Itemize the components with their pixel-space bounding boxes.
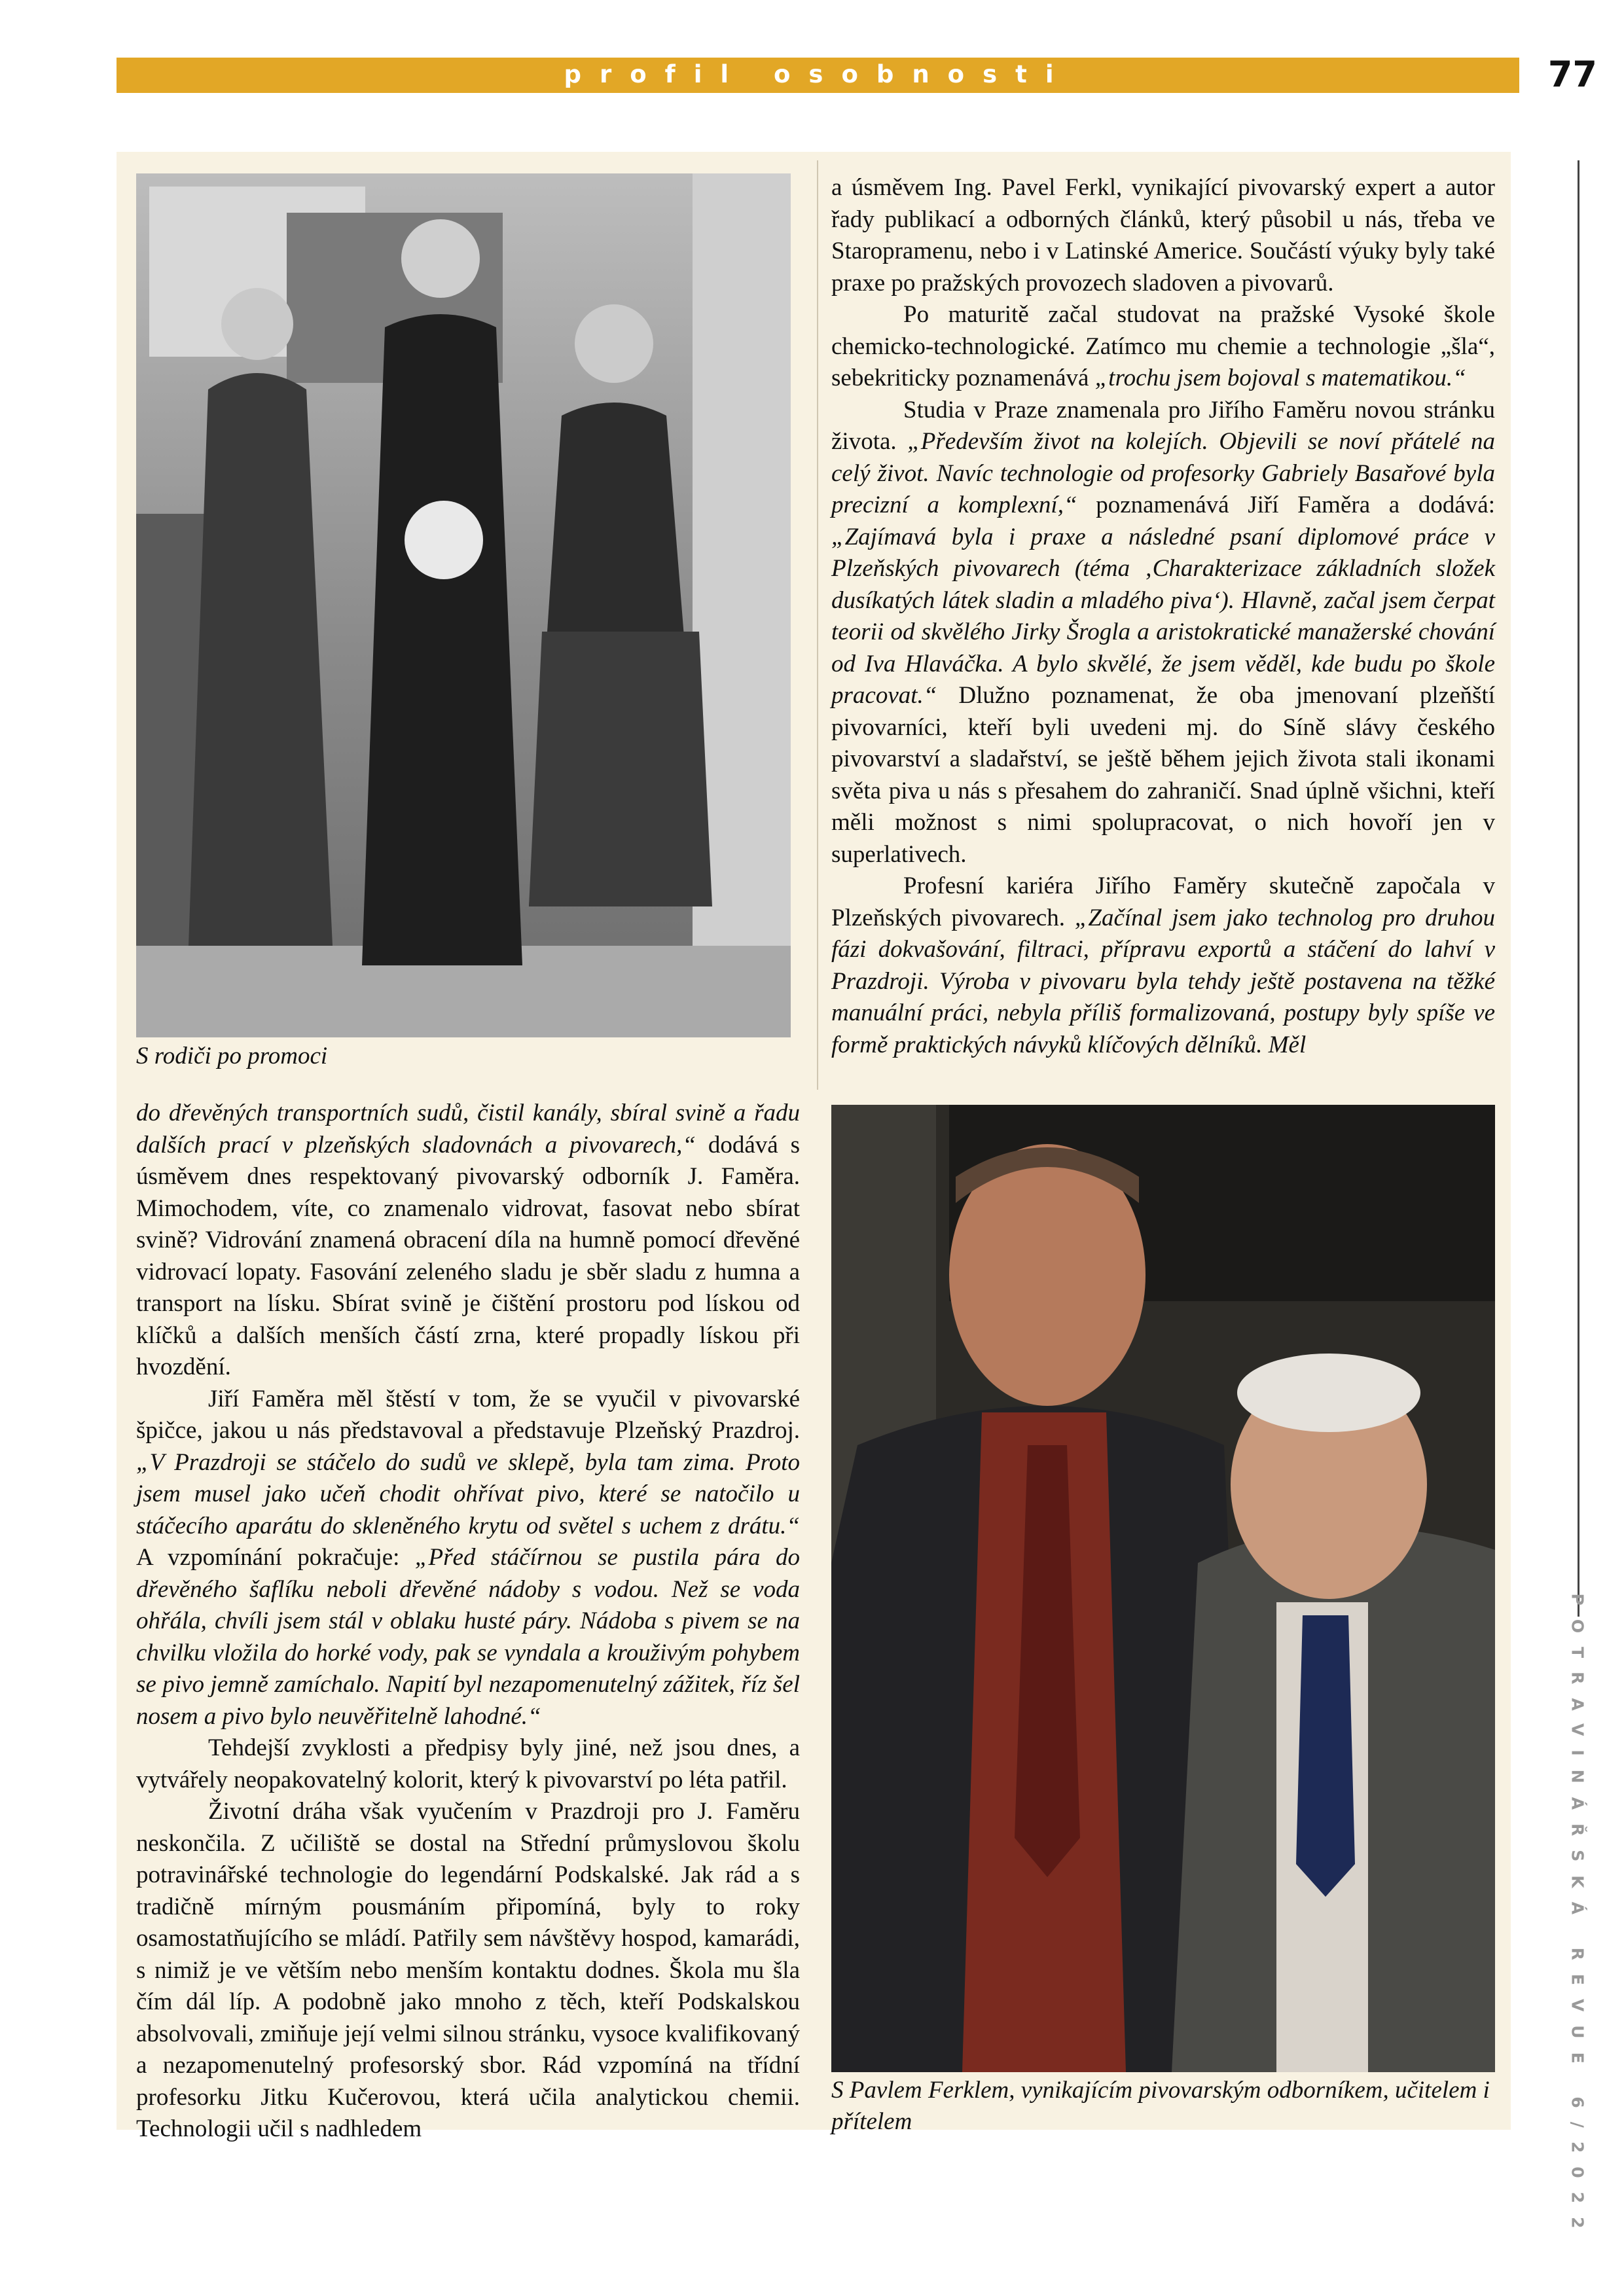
article-paragraph: do dřevěných transportních sudů, čistil kanály, sbíral svině a řadu dalších prací v plzeňských sladovnách a pivovarech,“ dodává s úsměvem dnes respektovaný pivovarský odborník J. Faměra. Mimochodem, víte, co znamenalo vidrovat, fasovat nebo sbírat svině? Vidrování znamená obracení díla na humně pomocí dřevěné vidrovací lopaty. Fasování zeleného sladu je sběr sladu z humna a transport na lísku. Sbírat svině je čištění prostoru pod lískou od klíčků a dalších menších částí zrna, které propadly lískou při hvozdění.	[136, 1100, 800, 1380]
article-column-left	[136, 1098, 800, 2145]
photo-with-parents-caption: S rodiči po promoci	[136, 1043, 328, 1069]
article-paragraph: Studia v Praze znamenala pro Jiřího Faměru novou stránku života. „Především život na kolejích. Objevili se noví přátelé na celý život. Navíc technologie od profesorky Gabriely Basařové byla precizní a komplexní,“ poznamenává Jiří Faměra a dodává: „Zajímavá byla i praxe a následné psaní diplomové práce v Plzeňských pivovarech (téma ‚Charakterizace základních složek dusíkatých látek sladin a mladého piva‘). Hlavně, začal jsem čerpat teorii od skvělého Jirky Šrogla a aristokratické manažerské chování od Iva Hlaváčka. A bylo skvělé, že jsem věděl, kde budu po škole pracovat.“ Dlužno poznamenat, že oba jmenovaní plzeňští pivovarníci, kteří byli uvedeni mj. do Síně slávy českého pivovarství a sladařství, se ještě během jejich života stali ikonami světa piva u nás s přesahem do zahraničí. Snad úplně všichni, kteří měli možnost s nimi spolupracovat, o nich hovoří jen v superlativech.	[831, 396, 1496, 868]
photo-with-pavel-ferkl-caption: S Pavlem Ferklem, vynikajícím pivovarským odborníkem, učitelem i přítelem	[831, 2077, 1490, 2135]
magazine-title-text: POTRAVINÁŘSKÁ REVUE 6/2022	[1568, 1593, 1587, 2242]
photo-with-pavel-ferkl-image	[831, 1105, 1495, 2072]
article-paragraph: Životní dráha však vyučením v Prazdroji pro J. Faměru neskončila. Z učiliště se dostal na Střední průmyslovou školu potravinářské technologie do legendární Podskalské. Jak rád a s tradičně mírným pousmáním připomíná, byly to roky osamostatňujícího se mládí. Patřily sem návštěvy hospod, kamarádi, s nimiž je ve větším nebo menším kontaktu dodnes. Škola mu šla čím dál líp. A podobně jako mnoho z těch, kteří Podskalskou absolvovali, zmiňuje její velmi silnou stránku, vysoce kvalifikovaný a nezapomenutelný profesorský sbor. Rád vzpomíná na třídní profesorku Jitku Kučerovou, která učila analytickou chemii. Technologii učil s nadhledem	[136, 1798, 800, 2142]
article-paragraph: Profesní kariéra Jiřího Faměry skutečně započala v Plzeňských pivovarech. „Začínal jsem jako technolog pro druhou fázi dokvašování, filtraci, přípravu exportů a stáčení do lahví v Prazdroji. Výroba v pivovaru byla tehdy ještě postavena na těžké manuální práci, nebyla příliš formalizovaná, postupy byly spíše ve formě praktických návyků klíčových dělníků. Měl	[831, 872, 1495, 1058]
article-paragraph: a úsměvem Ing. Pavel Ferkl, vynikající pivovarský expert a autor řady publikací a odborných článků, který působil u nás, třeba ve Staropramenu, nebo i v Latinské Americe. Součástí výuky byly také praxe po pražských provozech sladoven a pivovarů.	[831, 174, 1495, 296]
side-rule-top	[1578, 160, 1579, 1617]
article-column-right	[831, 172, 1495, 1061]
photo-with-parents-image	[136, 173, 791, 1037]
photo-with-pavel-ferkl	[831, 1105, 1495, 2072]
section-title: profil osobnosti	[564, 60, 1072, 88]
magazine-title-vertical	[1551, 1593, 1604, 2242]
column-divider	[817, 160, 818, 1090]
article-paragraph: Tehdejší zvyklosti a předpisy byly jiné, než jsou dnes, a vytvářely neopakovatelný kolorit, který k pivovarství po léta patřil.	[136, 1734, 800, 1793]
page-number: 77	[1547, 54, 1597, 95]
article-paragraph: Po maturitě začal studovat na pražské Vysoké škole chemicko-technologické. Zatímco mu chemie a technologie „šla“, sebekriticky poznamenává „trochu jsem bojoval s matematikou.“	[831, 301, 1495, 391]
article-paragraph: Jiří Faměra měl štěstí v tom, že se vyučil v pivovarské špičce, jakou u nás představoval a představuje Plzeňský Prazdroj. „V Prazdroji se stáčelo do sudů ve sklepě, byla tam zima. Proto jsem musel jako učeň chodit ohřívat pivo, které se natočilo u stáčecího aparátu do skleněného krytu od světel s uchem z drátu.“ A vzpomínání pokračuje: „Před stáčírnou se pustila pára do dřevěného šaflíku neboli dřevěné nádoby s vodou. Než se voda ohřála, chvíli jsem stál v oblaku husté páry. Nádoba s pivem se na chvilku vložila do horké vody, pak se vyndala a krouživým pohybem se pivo jemně zamíchalo. Napití byl nezapomenutelný zážitek, říz šel nosem a pivo bylo neuvěřitelně lahodné.“	[136, 1385, 800, 1730]
section-header-bar	[117, 58, 1519, 93]
photo-with-parents	[136, 173, 791, 1037]
